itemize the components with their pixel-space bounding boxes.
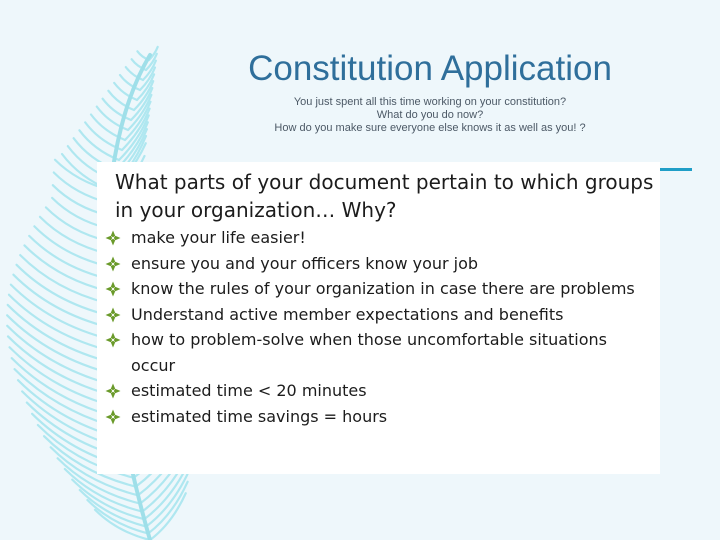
diamond-bullet-icon xyxy=(105,332,121,348)
list-item xyxy=(103,378,655,404)
list-item-text: ensure you and your officers know your job xyxy=(131,253,479,273)
list-item-text: estimated time savings = hours xyxy=(131,406,388,426)
list-item xyxy=(103,404,655,430)
list-item-text: know the rules of your organization in case there are problems xyxy=(131,279,635,298)
diamond-bullet-icon xyxy=(105,307,121,323)
list-item-text: how to problem-solve when those uncomfortable situations occur xyxy=(131,330,608,375)
diamond-bullet-icon xyxy=(105,230,121,246)
content-box xyxy=(97,162,660,474)
list-item-text: estimated time < 20 minutes xyxy=(131,381,367,400)
question-text: What parts of your document pertain to which groups in your organization… Why? xyxy=(115,170,654,222)
diamond-bullet-icon xyxy=(105,383,121,399)
slide-subtitle xyxy=(220,96,640,135)
list-item xyxy=(103,327,655,378)
subtitle-line: How do you make sure everyone else knows it as well as you! ? xyxy=(274,122,586,134)
list-item-text: Understand active member expectations and benefits xyxy=(131,304,564,324)
list-item xyxy=(103,276,655,302)
list-item xyxy=(103,251,655,277)
subtitle-line: You just spent all this time working on your constitution? xyxy=(293,96,567,108)
list-item xyxy=(103,302,655,328)
list-item xyxy=(103,225,655,251)
subtitle-line: What do you do now? xyxy=(376,109,484,121)
diamond-bullet-icon xyxy=(105,409,121,425)
bullet-list xyxy=(103,225,655,429)
diamond-bullet-icon xyxy=(105,281,121,297)
accent-divider xyxy=(660,168,692,171)
slide-title: Constitution Application xyxy=(248,49,612,88)
list-item-text: make your life easier! xyxy=(131,228,306,247)
diamond-bullet-icon xyxy=(105,256,121,272)
